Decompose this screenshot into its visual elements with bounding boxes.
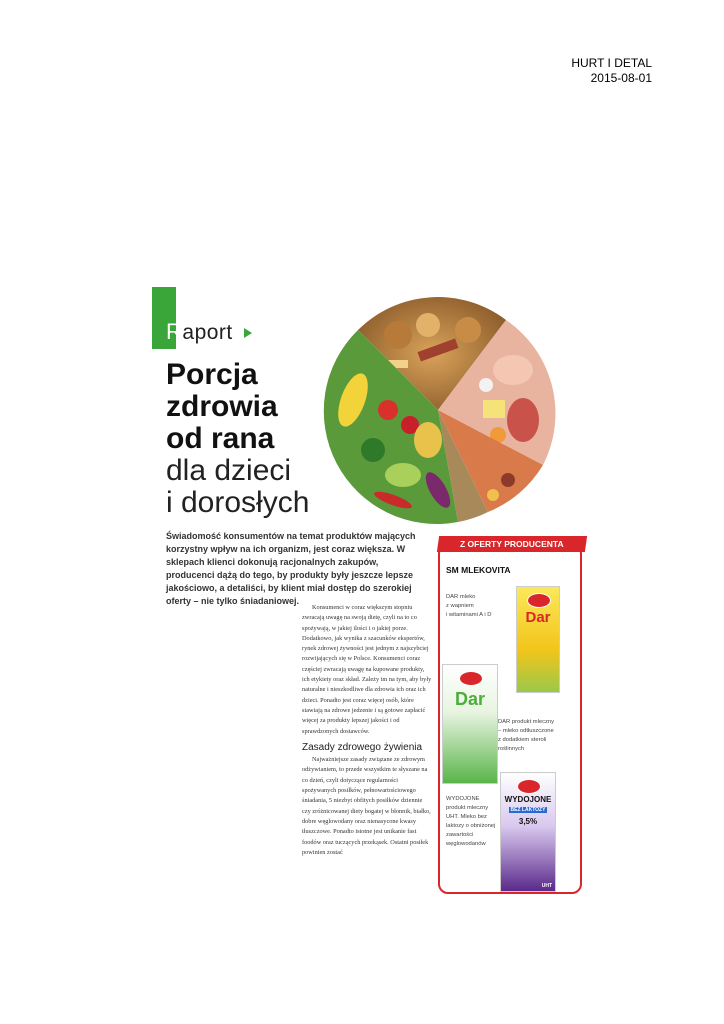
title-line-1: Porcja xyxy=(166,358,258,391)
publication-date: 2015-08-01 xyxy=(590,71,652,85)
dar-sterols-carton-image xyxy=(442,664,498,784)
body-paragraph-2: Najważniejsze zasady związane ze zdrowym odżywianiem, to przede wszystkim te słyszane na co dzień, czyli dotyczące regularności spożywanych posiłków, pełnowartościowego śniadania, 5 niezbyt obfitych posiłków dziennie czy zróżnicowanej diety bogatej w błonnik, białko, dobre węglowodany oraz nienasycone kwasy tłuszczowe. Ponadto istotne jest unikanie fast foodów oraz tuczących przekąsek. Ostatni posiłek powinien zostać xyxy=(302,756,431,856)
mlekovita-logo-icon xyxy=(459,671,483,686)
mlekovita-logo-icon xyxy=(527,593,551,608)
title-line-5: i dorosłych xyxy=(166,486,310,519)
offer-company-name: SM MLEKOVITA xyxy=(446,565,511,575)
section-label-initial: R xyxy=(166,319,183,344)
offer-banner-text: Z OFERTY PRODUCENTA xyxy=(460,539,564,549)
product-description-dar-sterols: DAR produkt mleczny – mleko odtłuszczone z dodatkiem steroli roślinnych xyxy=(498,719,555,752)
article-body xyxy=(302,603,432,858)
carton-uht-label: UHT xyxy=(541,883,552,889)
title-line-3: od rana xyxy=(166,422,275,455)
document-header xyxy=(571,56,652,86)
title-line-2: zdrowia xyxy=(166,390,278,423)
carton-brand-wydojone: WYDOJONE xyxy=(504,795,552,804)
producer-offer-box xyxy=(438,539,582,894)
product-description-dar-calcium: DAR mleko z wapniem i witaminami A i D xyxy=(446,594,492,618)
offer-banner xyxy=(437,536,587,552)
carton-lactose-free-badge: BEZ LAKTOZY xyxy=(510,807,546,813)
food-pyramid-plate-illustration xyxy=(318,290,558,530)
carton-fat-content: 3,5% xyxy=(518,817,538,826)
article-page xyxy=(152,287,584,899)
carton-brand-dar: Dar xyxy=(454,689,485,709)
mlekovita-logo-icon xyxy=(517,779,541,794)
publication-name: HURT I DETAL xyxy=(571,56,652,70)
section-label-rest: aport xyxy=(182,321,233,344)
title-line-4: dla dzieci xyxy=(166,454,292,487)
carton-brand-dar: Dar xyxy=(525,609,551,626)
dar-calcium-carton-image xyxy=(516,586,560,693)
section-arrow-icon xyxy=(244,328,252,338)
wydojone-carton-image xyxy=(500,772,556,892)
section-label xyxy=(166,319,233,345)
product-description-wydojone: WYDOJONE produkt mleczny UHT. Mleko bez laktozy o obniżonej zawartości węglowodanów xyxy=(446,796,496,847)
article-lead: Świadomość konsumentów na temat produktów mających korzystny wpływ na ich organizm, jest coraz większa. W sklepach klienci dokonują racjonalnych zakupów, producenci dążą do tego, by produkty były jeszcze lepsze jakościowo, a detaliści, by klient miał dostęp do szerokiej oferty – nie tylko śniadaniowej. xyxy=(166,531,416,606)
body-paragraph-1: Konsumenci w coraz większym stopniu zwracają uwagę na swoją dietę, czyli na to co spożywają, w jakiej ilości i o jakiej porze. Dodatkowo, jak wynika z szacunków ekspertów, rynek zdrowej żywności jest jednym z najszybciej rozwijających się w Polsce. Konsumenci coraz częściej zwracają uwagę na kupowane produkty, ich etykiety oraz skład. Zależy im na tym, aby były naturalne i nieszkodliwe dla zdrowia ich oraz ich dzieci. Ponadto jest coraz więcej osób, które stawiają na zdrowe jedzenie i są gotowe zapłacić więcej za produkty lepszej jakości i od sprawdzonych dostawców. xyxy=(302,604,432,735)
body-subheading: Zasady zdrowego żywienia xyxy=(302,741,423,753)
